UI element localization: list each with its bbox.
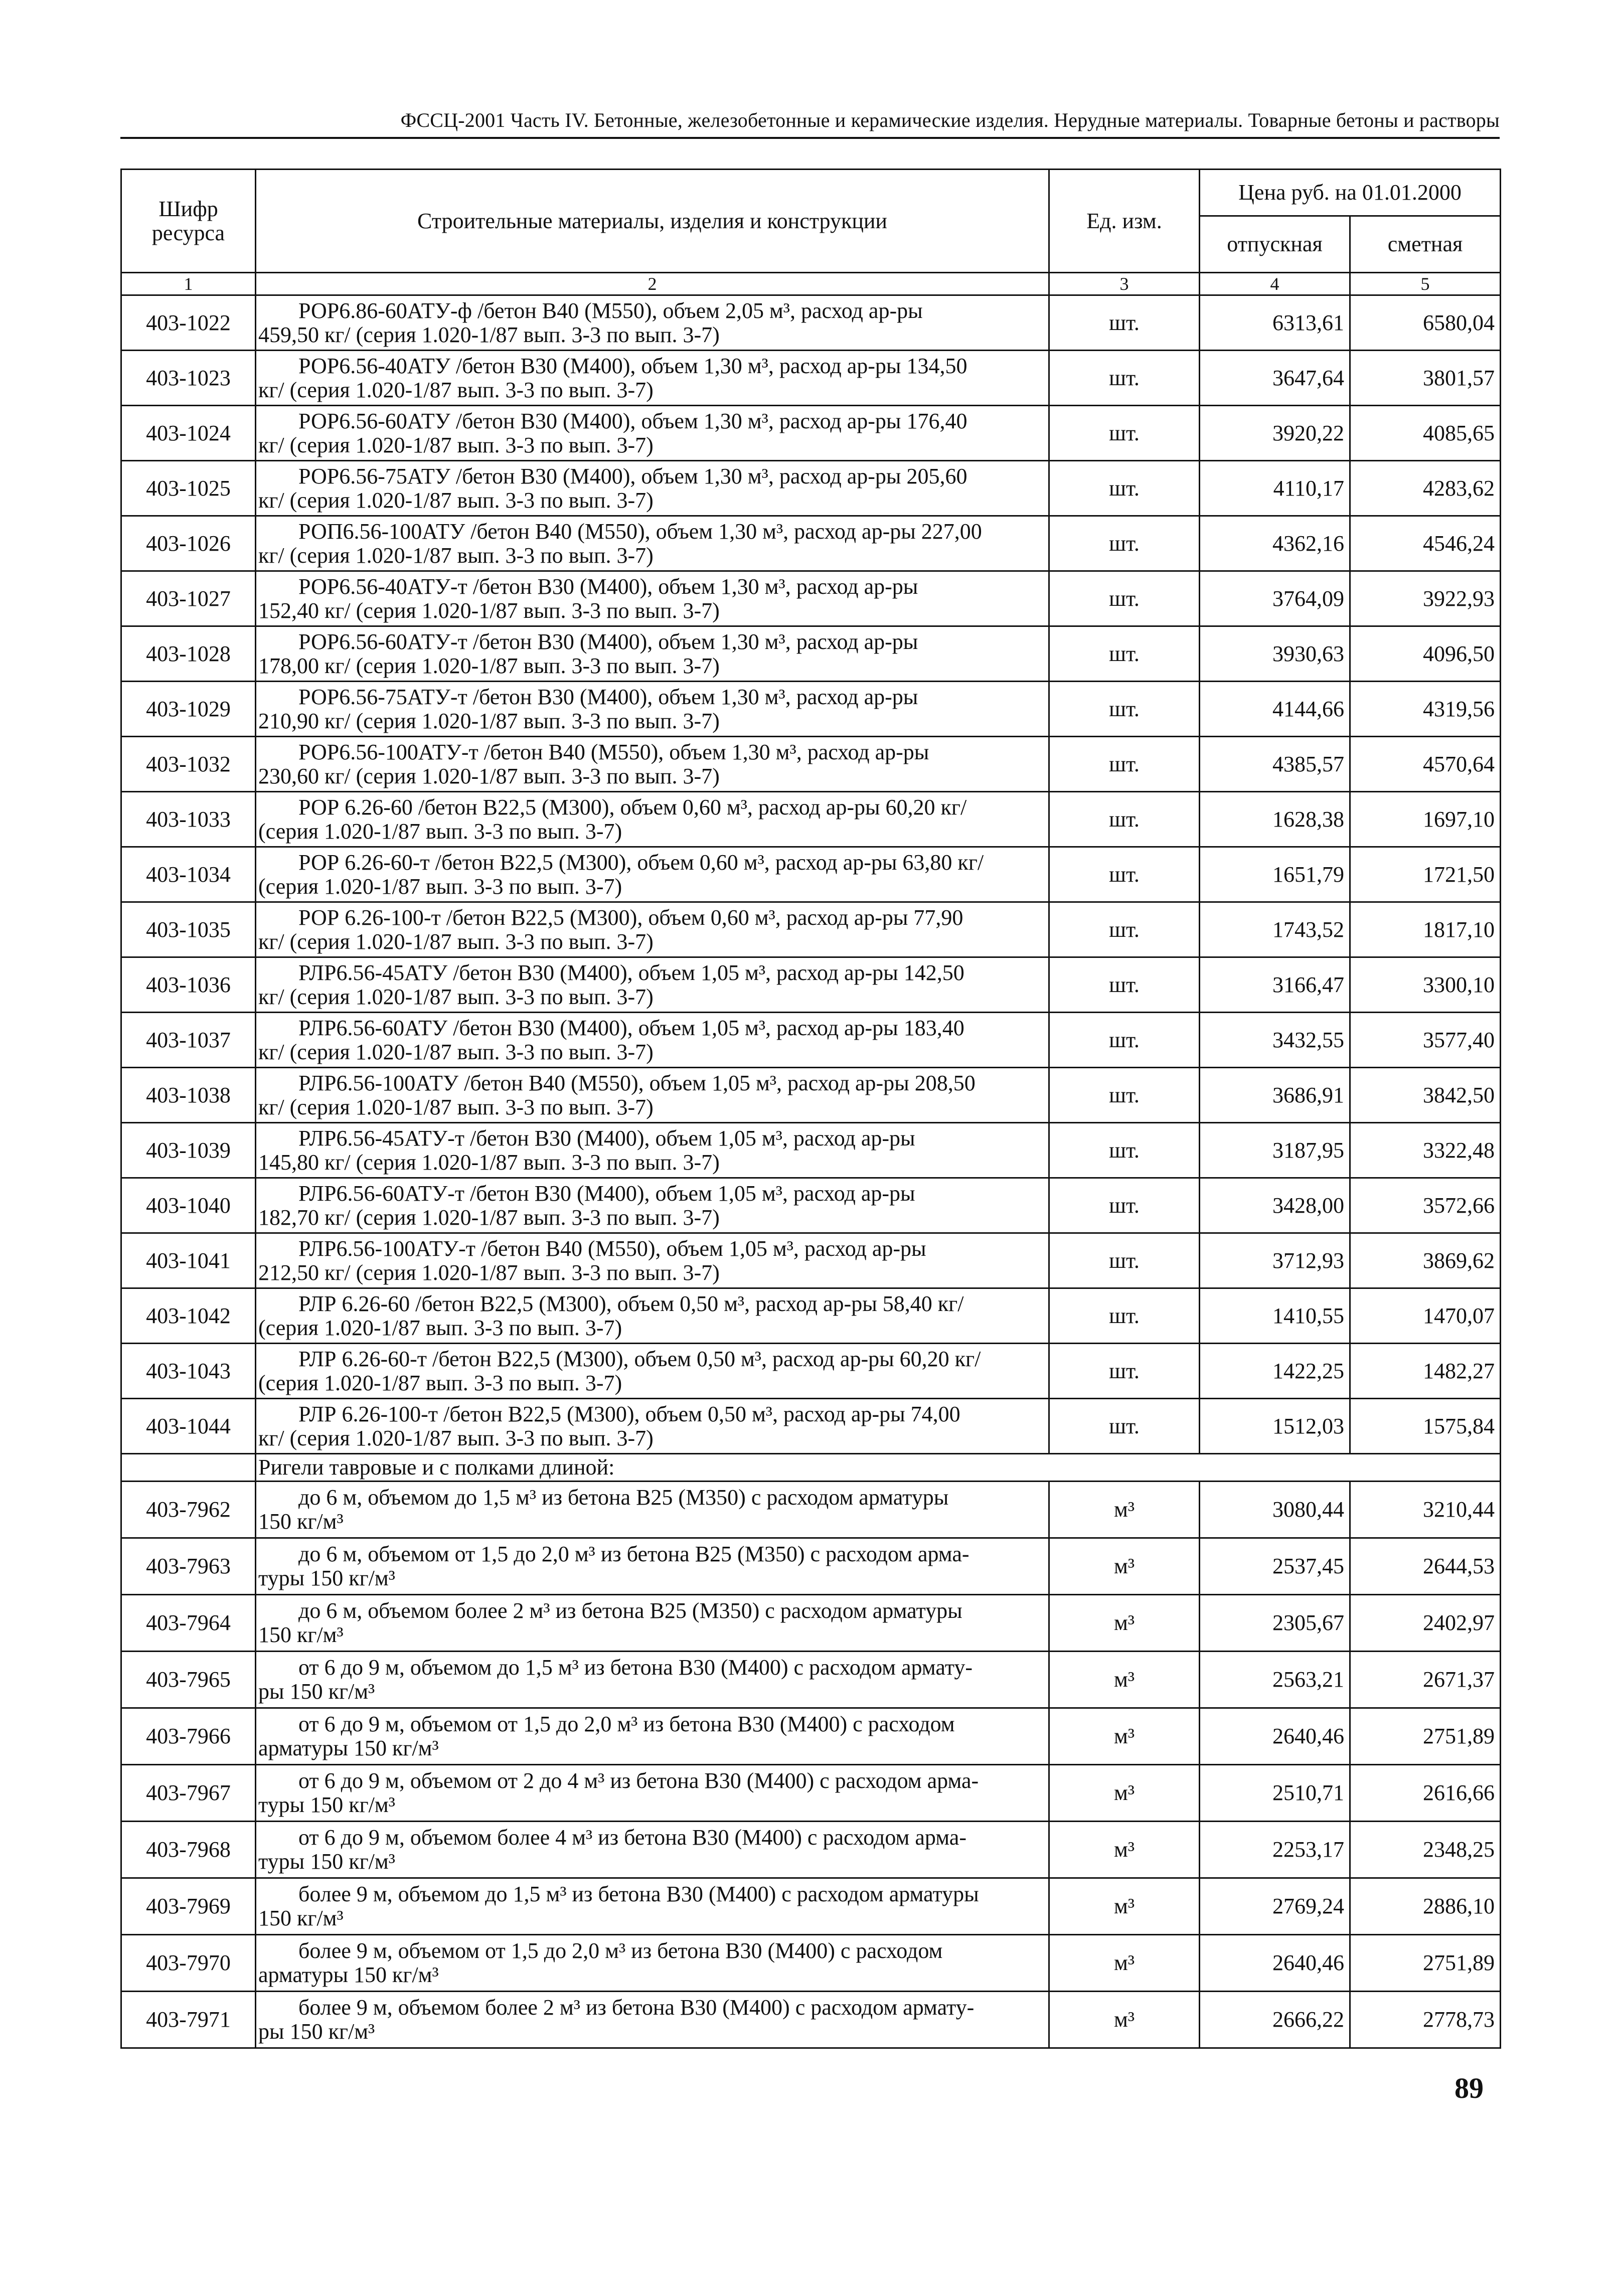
unit: шт. <box>1049 626 1200 682</box>
release-price: 4110,17 <box>1200 461 1350 516</box>
estimate-price: 3869,62 <box>1350 1233 1501 1288</box>
release-price: 2253,17 <box>1200 1822 1350 1878</box>
item-description <box>256 737 1049 792</box>
resource-code: 403-7970 <box>121 1935 256 1992</box>
description-line-1: РЛР6.56-60АТУ /бетон В30 (М400), объем 1,05 м³, расход ар-ры 183,40 <box>298 1015 964 1040</box>
item-description <box>256 626 1049 682</box>
release-price: 1422,25 <box>1200 1344 1350 1399</box>
page-number: 89 <box>1455 2072 1484 2104</box>
resource-code: 403-7964 <box>121 1595 256 1652</box>
description-line-1: РОР6.56-100АТУ-т /бетон В40 (М550), объем 1,30 м³, расход ар-ры <box>298 739 929 764</box>
header-release-price: отпускная <box>1200 216 1350 273</box>
estimate-price: 2348,25 <box>1350 1822 1501 1878</box>
description-line-2: (серия 1.020-1/87 вып. 3-3 по вып. 3-7) <box>258 1370 622 1395</box>
resource-code: 403-1042 <box>121 1288 256 1344</box>
unit: м³ <box>1049 1992 1200 2048</box>
item-description <box>256 1765 1049 1822</box>
item-description <box>256 847 1049 902</box>
item-description <box>256 792 1049 847</box>
table-row <box>121 1288 1501 1344</box>
estimate-price: 3210,44 <box>1350 1482 1501 1538</box>
unit: шт. <box>1049 682 1200 737</box>
resource-code: 403-1025 <box>121 461 256 516</box>
resource-code: 403-1037 <box>121 1013 256 1068</box>
release-price: 1651,79 <box>1200 847 1350 902</box>
description-line-1: РЛР6.56-45АТУ-т /бетон В30 (М400), объем 1,05 м³, расход ар-ры <box>298 1125 915 1151</box>
description-line-2: кг/ (серия 1.020-1/87 вып. 3-3 по вып. 3-7) <box>258 1094 654 1119</box>
release-price: 3712,93 <box>1200 1233 1350 1288</box>
unit: м³ <box>1049 1708 1200 1765</box>
column-number: 3 <box>1049 273 1200 295</box>
unit: шт. <box>1049 1399 1200 1454</box>
description-line-1: РОР6.56-40АТУ /бетон В30 (М400), объем 1,30 м³, расход ар-ры 134,50 <box>298 353 967 378</box>
unit: шт. <box>1049 1233 1200 1288</box>
section-title: Ригели тавровые и с полками длиной: <box>256 1454 1501 1482</box>
unit: м³ <box>1049 1652 1200 1708</box>
description-line-1: РОР 6.26-60 /бетон В22,5 (М300), объем 0,60 м³, расход ар-ры 60,20 кг/ <box>298 794 967 819</box>
unit: шт. <box>1049 1123 1200 1178</box>
resource-code: 403-1033 <box>121 792 256 847</box>
release-price: 3686,91 <box>1200 1068 1350 1123</box>
resource-code: 403-1032 <box>121 737 256 792</box>
resource-code: 403-1029 <box>121 682 256 737</box>
unit: шт. <box>1049 847 1200 902</box>
description-line-2: (серия 1.020-1/87 вып. 3-3 по вып. 3-7) <box>258 818 622 844</box>
table-row <box>121 351 1501 406</box>
table-row <box>121 737 1501 792</box>
description-line-2: кг/ (серия 1.020-1/87 вып. 3-3 по вып. 3-7) <box>258 487 654 513</box>
estimate-price: 2644,53 <box>1350 1538 1501 1595</box>
description-line-1: РОР6.56-75АТУ /бетон В30 (М400), объем 1,30 м³, расход ар-ры 205,60 <box>298 463 967 488</box>
unit: м³ <box>1049 1878 1200 1935</box>
table-row <box>121 1935 1501 1992</box>
table-row <box>121 847 1501 902</box>
description-line-1: более 9 м, объемом от 1,5 до 2,0 м³ из бетона В30 (М400) с расходом <box>298 1938 943 1963</box>
item-description <box>256 1652 1049 1708</box>
unit: шт. <box>1049 737 1200 792</box>
release-price: 3647,64 <box>1200 351 1350 406</box>
resource-code: 403-1028 <box>121 626 256 682</box>
estimate-price: 2751,89 <box>1350 1708 1501 1765</box>
price-table <box>120 169 1501 2049</box>
resource-code: 403-7965 <box>121 1652 256 1708</box>
description-line-2: 182,70 кг/ (серия 1.020-1/87 вып. 3-3 по вып. 3-7) <box>258 1205 720 1230</box>
estimate-price: 4546,24 <box>1350 516 1501 571</box>
table-row <box>121 1992 1501 2048</box>
resource-code: 403-1022 <box>121 295 256 351</box>
unit: шт. <box>1049 295 1200 351</box>
item-description <box>256 1935 1049 1992</box>
release-price: 2563,21 <box>1200 1652 1350 1708</box>
table-row <box>121 406 1501 461</box>
estimate-price: 3300,10 <box>1350 957 1501 1013</box>
table-row <box>121 1708 1501 1765</box>
description-line-2: туры 150 кг/м³ <box>258 1566 395 1590</box>
description-line-2: 150 кг/м³ <box>258 1622 344 1647</box>
description-line-2: арматуры 150 кг/м³ <box>258 1962 439 1987</box>
header-name: Строительные материалы, изделия и конструкции <box>256 170 1049 273</box>
release-price: 2510,71 <box>1200 1765 1350 1822</box>
release-price: 2666,22 <box>1200 1992 1350 2048</box>
item-description <box>256 1178 1049 1233</box>
table-row <box>121 1652 1501 1708</box>
table-section <box>121 1454 1501 1482</box>
unit: шт. <box>1049 1344 1200 1399</box>
description-line-1: до 6 м, объемом от 1,5 до 2,0 м³ из бетона В25 (М350) с расходом арма- <box>298 1542 970 1567</box>
release-price: 1410,55 <box>1200 1288 1350 1344</box>
description-line-1: РОР6.86-60АТУ-ф /бетон В40 (М550), объем 2,05 м³, расход ар-ры <box>298 298 923 323</box>
estimate-price: 1817,10 <box>1350 902 1501 957</box>
column-number: 4 <box>1200 273 1350 295</box>
description-line-1: более 9 м, объемом до 1,5 м³ из бетона В30 (М400) с расходом арматуры <box>298 1882 979 1907</box>
description-line-2: 230,60 кг/ (серия 1.020-1/87 вып. 3-3 по вып. 3-7) <box>258 763 720 788</box>
table-row <box>121 1178 1501 1233</box>
release-price: 4144,66 <box>1200 682 1350 737</box>
description-line-2: 150 кг/м³ <box>258 1509 344 1534</box>
item-description <box>256 1068 1049 1123</box>
resource-code: 403-7967 <box>121 1765 256 1822</box>
description-line-2: 152,40 кг/ (серия 1.020-1/87 вып. 3-3 по вып. 3-7) <box>258 598 720 623</box>
description-line-2: кг/ (серия 1.020-1/87 вып. 3-3 по вып. 3-7) <box>258 929 654 954</box>
item-description <box>256 571 1049 626</box>
table-row <box>121 1344 1501 1399</box>
unit: шт. <box>1049 1068 1200 1123</box>
description-line-2: (серия 1.020-1/87 вып. 3-3 по вып. 3-7) <box>258 874 622 899</box>
unit: м³ <box>1049 1935 1200 1992</box>
item-description <box>256 1822 1049 1878</box>
item-description <box>256 1482 1049 1538</box>
unit: м³ <box>1049 1595 1200 1652</box>
table-row <box>121 1822 1501 1878</box>
description-line-2: туры 150 кг/м³ <box>258 1792 395 1817</box>
table-row <box>121 1765 1501 1822</box>
item-description <box>256 1344 1049 1399</box>
description-line-2: 178,00 кг/ (серия 1.020-1/87 вып. 3-3 по вып. 3-7) <box>258 653 720 678</box>
unit: шт. <box>1049 1178 1200 1233</box>
release-price: 3428,00 <box>1200 1178 1350 1233</box>
item-description <box>256 1399 1049 1454</box>
estimate-price: 1482,27 <box>1350 1344 1501 1399</box>
resource-code: 403-7969 <box>121 1878 256 1935</box>
description-line-1: РОП6.56-100АТУ /бетон В40 (М550), объем 1,30 м³, расход ар-ры 227,00 <box>298 519 982 544</box>
release-price: 3930,63 <box>1200 626 1350 682</box>
table-row <box>121 626 1501 682</box>
resource-code: 403-1036 <box>121 957 256 1013</box>
release-price: 4385,57 <box>1200 737 1350 792</box>
release-price: 2769,24 <box>1200 1878 1350 1935</box>
release-price: 2640,46 <box>1200 1935 1350 1992</box>
estimate-price: 4283,62 <box>1350 461 1501 516</box>
description-line-1: РЛР6.56-100АТУ /бетон В40 (М550), объем 1,05 м³, расход ар-ры 208,50 <box>298 1070 976 1095</box>
estimate-price: 4085,65 <box>1350 406 1501 461</box>
column-number: 5 <box>1350 273 1501 295</box>
table-body-products <box>121 295 1501 1454</box>
item-description <box>256 1013 1049 1068</box>
release-price: 3920,22 <box>1200 406 1350 461</box>
table-row <box>121 461 1501 516</box>
unit: м³ <box>1049 1482 1200 1538</box>
estimate-price: 1697,10 <box>1350 792 1501 847</box>
description-line-1: РОР 6.26-100-т /бетон В22,5 (М300), объем 0,60 м³, расход ар-ры 77,90 <box>298 905 963 930</box>
estimate-price: 3322,48 <box>1350 1123 1501 1178</box>
item-description <box>256 1538 1049 1595</box>
description-line-1: более 9 м, объемом более 2 м³ из бетона В30 (М400) с расходом армату- <box>298 1995 975 2020</box>
release-price: 6313,61 <box>1200 295 1350 351</box>
header-code: Шифр ресурса <box>121 170 256 273</box>
table-row <box>121 1878 1501 1935</box>
estimate-price: 2778,73 <box>1350 1992 1501 2048</box>
item-description <box>256 902 1049 957</box>
table-row <box>121 1538 1501 1595</box>
description-line-1: от 6 до 9 м, объемом от 2 до 4 м³ из бетона В30 (М400) с расходом арма- <box>298 1768 979 1793</box>
resource-code: 403-1026 <box>121 516 256 571</box>
description-line-2: кг/ (серия 1.020-1/87 вып. 3-3 по вып. 3-7) <box>258 543 654 568</box>
estimate-price: 1470,07 <box>1350 1288 1501 1344</box>
description-line-2: кг/ (серия 1.020-1/87 вып. 3-3 по вып. 3-7) <box>258 1039 654 1064</box>
description-line-2: ры 150 кг/м³ <box>258 1679 375 1704</box>
item-description <box>256 1233 1049 1288</box>
item-description <box>256 406 1049 461</box>
description-line-2: 210,90 кг/ (серия 1.020-1/87 вып. 3-3 по вып. 3-7) <box>258 708 720 733</box>
release-price: 3080,44 <box>1200 1482 1350 1538</box>
release-price: 2305,67 <box>1200 1595 1350 1652</box>
unit: м³ <box>1049 1538 1200 1595</box>
table-row <box>121 957 1501 1013</box>
estimate-price: 1575,84 <box>1350 1399 1501 1454</box>
estimate-price: 4096,50 <box>1350 626 1501 682</box>
item-description <box>256 1288 1049 1344</box>
table-row <box>121 1068 1501 1123</box>
column-number: 1 <box>121 273 256 295</box>
resource-code: 403-1041 <box>121 1233 256 1288</box>
release-price: 3764,09 <box>1200 571 1350 626</box>
estimate-price: 4319,56 <box>1350 682 1501 737</box>
item-description <box>256 1123 1049 1178</box>
description-line-1: РОР6.56-60АТУ /бетон В30 (М400), объем 1,30 м³, расход ар-ры 176,40 <box>298 408 967 433</box>
description-line-1: РЛР 6.26-60-т /бетон В22,5 (М300), объем 0,50 м³, расход ар-ры 60,20 кг/ <box>298 1346 981 1371</box>
item-description <box>256 682 1049 737</box>
description-line-2: (серия 1.020-1/87 вып. 3-3 по вып. 3-7) <box>258 1315 622 1340</box>
estimate-price: 2886,10 <box>1350 1878 1501 1935</box>
unit: шт. <box>1049 1288 1200 1344</box>
estimate-price: 2751,89 <box>1350 1935 1501 1992</box>
release-price: 1512,03 <box>1200 1399 1350 1454</box>
header-estimate-price: сметная <box>1350 216 1501 273</box>
description-line-2: 145,80 кг/ (серия 1.020-1/87 вып. 3-3 по вып. 3-7) <box>258 1150 720 1175</box>
description-line-1: РЛР 6.26-60 /бетон В22,5 (М300), объем 0,50 м³, расход ар-ры 58,40 кг/ <box>298 1291 964 1316</box>
table-row <box>121 1482 1501 1538</box>
unit: шт. <box>1049 792 1200 847</box>
release-price: 3187,95 <box>1200 1123 1350 1178</box>
unit: шт. <box>1049 571 1200 626</box>
description-line-2: 150 кг/м³ <box>258 1906 344 1930</box>
unit: шт. <box>1049 902 1200 957</box>
release-price: 3432,55 <box>1200 1013 1350 1068</box>
description-line-1: РОР6.56-75АТУ-т /бетон В30 (М400), объем 1,30 м³, расход ар-ры <box>298 684 918 709</box>
description-line-2: кг/ (серия 1.020-1/87 вып. 3-3 по вып. 3-7) <box>258 984 654 1009</box>
description-line-1: до 6 м, объемом более 2 м³ из бетона В25 (М350) с расходом арматуры <box>298 1598 962 1623</box>
estimate-price: 2616,66 <box>1350 1765 1501 1822</box>
resource-code: 403-7966 <box>121 1708 256 1765</box>
description-line-1: от 6 до 9 м, объемом от 1,5 до 2,0 м³ из бетона В30 (М400) с расходом <box>298 1712 955 1737</box>
item-description <box>256 1878 1049 1935</box>
item-description <box>256 461 1049 516</box>
description-line-2: арматуры 150 кг/м³ <box>258 1736 439 1760</box>
estimate-price: 2402,97 <box>1350 1595 1501 1652</box>
unit: шт. <box>1049 516 1200 571</box>
table-row <box>121 1233 1501 1288</box>
table-row <box>121 1399 1501 1454</box>
description-line-2: ры 150 кг/м³ <box>258 2019 375 2044</box>
resource-code: 403-1024 <box>121 406 256 461</box>
release-price: 1743,52 <box>1200 902 1350 957</box>
description-line-1: до 6 м, объемом до 1,5 м³ из бетона В25 (М350) с расходом арматуры <box>298 1485 949 1510</box>
unit: шт. <box>1049 1013 1200 1068</box>
resource-code: 403-1040 <box>121 1178 256 1233</box>
resource-code: 403-1043 <box>121 1344 256 1399</box>
resource-code: 403-7963 <box>121 1538 256 1595</box>
estimate-price: 3577,40 <box>1350 1013 1501 1068</box>
unit: шт. <box>1049 461 1200 516</box>
unit: м³ <box>1049 1822 1200 1878</box>
description-line-1: РЛР6.56-45АТУ /бетон В30 (М400), объем 1,05 м³, расход ар-ры 142,50 <box>298 960 964 985</box>
estimate-price: 2671,37 <box>1350 1652 1501 1708</box>
description-line-2: 459,50 кг/ (серия 1.020-1/87 вып. 3-3 по вып. 3-7) <box>258 322 720 347</box>
unit: м³ <box>1049 1765 1200 1822</box>
description-line-1: РОР6.56-40АТУ-т /бетон В30 (М400), объем 1,30 м³, расход ар-ры <box>298 574 918 599</box>
description-line-1: РЛР6.56-100АТУ-т /бетон В40 (М550), объем 1,05 м³, расход ар-ры <box>298 1236 926 1261</box>
resource-code: 403-1038 <box>121 1068 256 1123</box>
release-price: 2537,45 <box>1200 1538 1350 1595</box>
release-price: 1628,38 <box>1200 792 1350 847</box>
unit: шт. <box>1049 351 1200 406</box>
resource-code: 403-1035 <box>121 902 256 957</box>
item-description <box>256 1595 1049 1652</box>
estimate-price: 6580,04 <box>1350 295 1501 351</box>
running-header: ФССЦ-2001 Часть IV. Бетонные, железобетонные и керамические изделия. Нерудные материалы. Товарные бетоны и растворы <box>120 108 1500 139</box>
item-description <box>256 957 1049 1013</box>
table-row <box>121 792 1501 847</box>
description-line-1: РЛР6.56-60АТУ-т /бетон В30 (М400), объем 1,05 м³, расход ар-ры <box>298 1181 915 1206</box>
table-row <box>121 1013 1501 1068</box>
section-code-cell <box>121 1454 256 1482</box>
estimate-price: 3922,93 <box>1350 571 1501 626</box>
description-line-1: РОР 6.26-60-т /бетон В22,5 (М300), объем 0,60 м³, расход ар-ры 63,80 кг/ <box>298 850 984 875</box>
resource-code: 403-7962 <box>121 1482 256 1538</box>
table-row <box>121 516 1501 571</box>
resource-code: 403-7968 <box>121 1822 256 1878</box>
item-description <box>256 1708 1049 1765</box>
table-row <box>121 682 1501 737</box>
header-unit: Ед. изм. <box>1049 170 1200 273</box>
release-price: 2640,46 <box>1200 1708 1350 1765</box>
header-price: Цена руб. на 01.01.2000 <box>1200 170 1501 216</box>
description-line-1: РЛР 6.26-100-т /бетон В22,5 (М300), объем 0,50 м³, расход ар-ры 74,00 <box>298 1401 960 1426</box>
estimate-price: 3572,66 <box>1350 1178 1501 1233</box>
table-row <box>121 571 1501 626</box>
description-line-1: от 6 до 9 м, объемом более 4 м³ из бетона В30 (М400) с расходом арма- <box>298 1825 966 1850</box>
release-price: 4362,16 <box>1200 516 1350 571</box>
estimate-price: 1721,50 <box>1350 847 1501 902</box>
unit: шт. <box>1049 957 1200 1013</box>
description-line-2: кг/ (серия 1.020-1/87 вып. 3-3 по вып. 3-7) <box>258 1425 654 1450</box>
item-description <box>256 295 1049 351</box>
table-row <box>121 902 1501 957</box>
unit: шт. <box>1049 406 1200 461</box>
table-row <box>121 1123 1501 1178</box>
description-line-1: от 6 до 9 м, объемом до 1,5 м³ из бетона В30 (М400) с расходом армату- <box>298 1655 973 1680</box>
column-number: 2 <box>256 273 1049 295</box>
resource-code: 403-1034 <box>121 847 256 902</box>
item-description <box>256 516 1049 571</box>
description-line-2: кг/ (серия 1.020-1/87 вып. 3-3 по вып. 3-7) <box>258 377 654 402</box>
resource-code: 403-1039 <box>121 1123 256 1178</box>
resource-code: 403-7971 <box>121 1992 256 2048</box>
resource-code: 403-1027 <box>121 571 256 626</box>
estimate-price: 3801,57 <box>1350 351 1501 406</box>
description-line-2: 212,50 кг/ (серия 1.020-1/87 вып. 3-3 по вып. 3-7) <box>258 1260 720 1285</box>
item-description <box>256 351 1049 406</box>
description-line-2: кг/ (серия 1.020-1/87 вып. 3-3 по вып. 3-7) <box>258 432 654 457</box>
estimate-price: 4570,64 <box>1350 737 1501 792</box>
resource-code: 403-1023 <box>121 351 256 406</box>
table-body-beams <box>121 1482 1501 2048</box>
table-row <box>121 295 1501 351</box>
resource-code: 403-1044 <box>121 1399 256 1454</box>
release-price: 3166,47 <box>1200 957 1350 1013</box>
description-line-1: РОР6.56-60АТУ-т /бетон В30 (М400), объем 1,30 м³, расход ар-ры <box>298 629 918 654</box>
description-line-2: туры 150 кг/м³ <box>258 1849 395 1874</box>
table-row <box>121 1595 1501 1652</box>
item-description <box>256 1992 1049 2048</box>
estimate-price: 3842,50 <box>1350 1068 1501 1123</box>
